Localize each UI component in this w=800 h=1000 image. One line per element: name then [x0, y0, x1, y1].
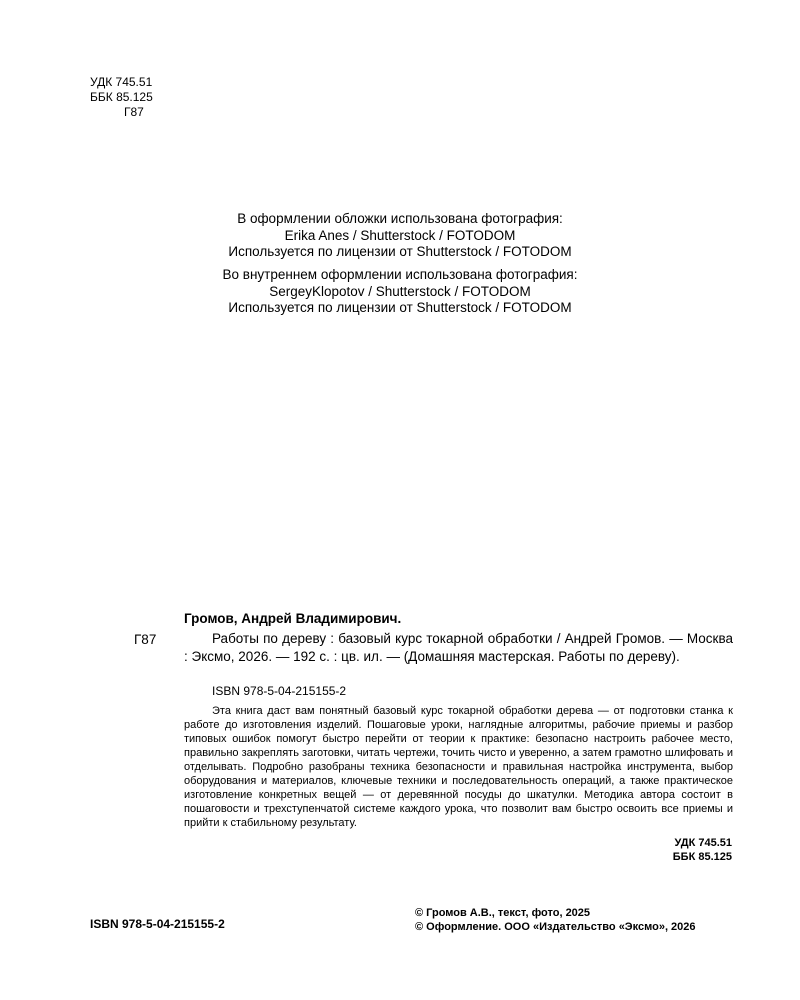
credit-line: SergeyKlopotov / Shutterstock / FOTODOM	[269, 283, 531, 299]
catalog-bbk: ББК 85.125	[672, 851, 732, 863]
footer-isbn: ISBN 978-5-04-215155-2	[90, 917, 225, 931]
catalog-author-mark: Г87	[134, 632, 157, 647]
author-mark: Г87	[124, 105, 144, 119]
udk-code: УДК 745.51	[90, 75, 153, 89]
cover-photo-credit	[0, 211, 800, 261]
catalog-annotation: Эта книга даст вам понятный базовый курс токарной обработки дерева — от подготовки станка к работе до изготовления изделий. Пошаговые уроки, наглядные алгоритмы, рабочие приемы и разбор типовых ошибок помогут быстро перейти от теории к практике: безопасно настроить рабочее место, правильно закреплять заготовки, читать чертежи, точить чисто и уверенно, а затем грамотно шлифовать и отделывать. Подробно разобраны техника безопасности и правильная настройка инструмента, выбор оборудования и материалов, ключевые техники и последовательность операций, а также практическое изготовление конкретных вещей — от деревянной посуды до шкатулки. Методика автора состоит в пошаговости и трехступенчатой системе каждого урока, что позволит вам быстро освоить все приемы и прийти к стабильному результату.	[184, 705, 733, 829]
classification-block	[90, 75, 153, 120]
interior-photo-credit	[0, 267, 800, 317]
credit-line: Используется по лицензии от Shutterstock / FOTODOM	[228, 244, 572, 259]
copyright-text: © Громов А.В., текст, фото, 2025	[415, 907, 591, 919]
catalog-udk: УДК 745.51	[674, 837, 732, 849]
copyright-block	[415, 906, 696, 934]
catalog-description: Работы по дереву : базовый курс токарной обработки / Андрей Громов. — Москва : Эксмо, 2026. — 192 с. : цв. ил. — (Домашняя мастерская. Работы по дереву).	[184, 631, 733, 664]
catalog-author: Громов, Андрей Владимирович.	[184, 611, 402, 626]
credit-line: В оформлении обложки использована фотография:	[237, 211, 563, 226]
catalog-isbn: ISBN 978-5-04-215155-2	[212, 684, 347, 698]
credit-line: Во внутреннем оформлении использована фотография:	[222, 267, 578, 282]
credit-line: Используется по лицензии от Shutterstock / FOTODOM	[228, 300, 572, 315]
credit-line: Erika Anes / Shutterstock / FOTODOM	[284, 227, 516, 243]
copyright-design: © Оформление. ООО «Издательство «Эксмо», 2026	[415, 921, 696, 933]
bbk-code: ББК 85.125	[90, 90, 153, 104]
catalog-classification	[560, 836, 732, 864]
